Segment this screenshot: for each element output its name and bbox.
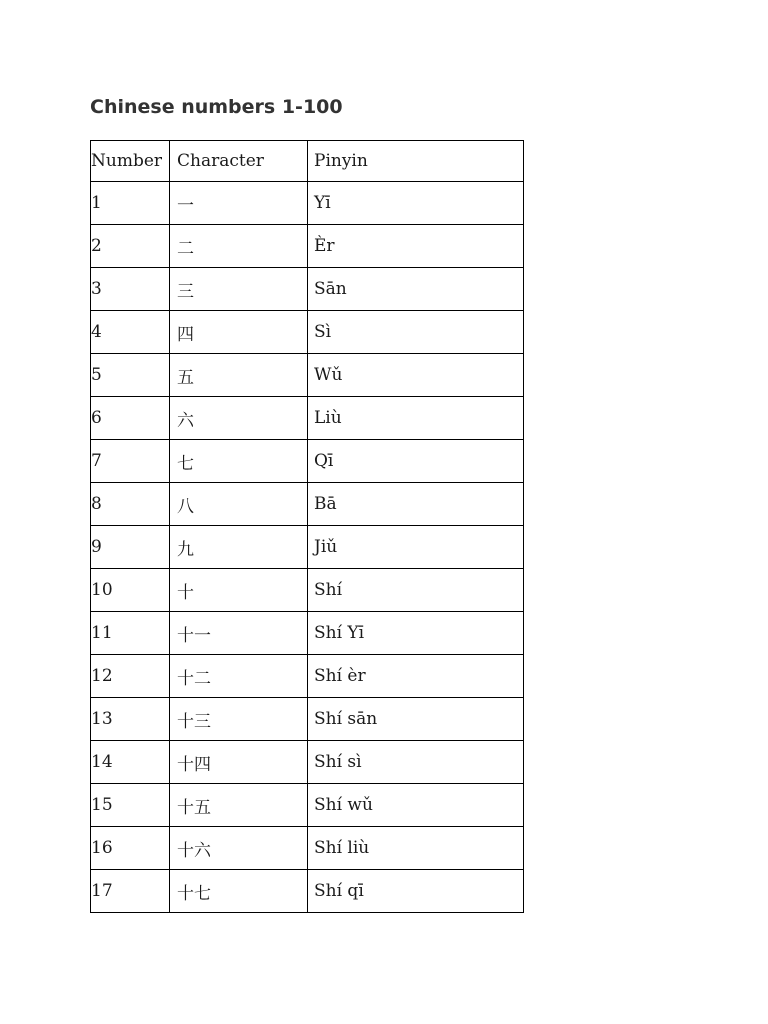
cell-pinyin: Shí qī [308, 870, 524, 913]
cell-pinyin: Liù [308, 397, 524, 440]
cell-number: 9 [91, 526, 170, 569]
chinese-numbers-table [90, 140, 524, 913]
table-row [91, 741, 524, 784]
cell-number: 8 [91, 483, 170, 526]
cell-character: 七 [170, 440, 308, 483]
cell-number: 7 [91, 440, 170, 483]
table-row [91, 225, 524, 268]
table-row [91, 182, 524, 225]
cell-character: 四 [170, 311, 308, 354]
table-row [91, 655, 524, 698]
cell-pinyin: Shí [308, 569, 524, 612]
table-body [91, 182, 524, 913]
cell-pinyin: Wǔ [308, 354, 524, 397]
cell-character: 五 [170, 354, 308, 397]
table-row [91, 483, 524, 526]
cell-number: 4 [91, 311, 170, 354]
table-row [91, 354, 524, 397]
cell-pinyin: Shí sān [308, 698, 524, 741]
cell-character: 十二 [170, 655, 308, 698]
cell-character: 三 [170, 268, 308, 311]
cell-number: 13 [91, 698, 170, 741]
cell-pinyin: Qī [308, 440, 524, 483]
table-row [91, 569, 524, 612]
cell-pinyin: Jiǔ [308, 526, 524, 569]
cell-pinyin: Shí wǔ [308, 784, 524, 827]
table-row [91, 311, 524, 354]
cell-pinyin: Èr [308, 225, 524, 268]
cell-character: 十三 [170, 698, 308, 741]
cell-number: 3 [91, 268, 170, 311]
cell-character: 二 [170, 225, 308, 268]
cell-pinyin: Shí èr [308, 655, 524, 698]
cell-number: 1 [91, 182, 170, 225]
cell-pinyin: Bā [308, 483, 524, 526]
cell-number: 11 [91, 612, 170, 655]
cell-character: 十四 [170, 741, 308, 784]
cell-character: 十一 [170, 612, 308, 655]
table-row [91, 526, 524, 569]
table-row [91, 612, 524, 655]
cell-character: 十六 [170, 827, 308, 870]
header-pinyin: Pinyin [308, 141, 524, 182]
cell-character: 八 [170, 483, 308, 526]
cell-number: 5 [91, 354, 170, 397]
table-row [91, 268, 524, 311]
cell-pinyin: Shí liù [308, 827, 524, 870]
cell-character: 九 [170, 526, 308, 569]
table-row [91, 397, 524, 440]
cell-number: 10 [91, 569, 170, 612]
cell-character: 十 [170, 569, 308, 612]
table-row [91, 870, 524, 913]
table-header [91, 141, 524, 182]
cell-number: 15 [91, 784, 170, 827]
cell-pinyin: Sān [308, 268, 524, 311]
cell-number: 16 [91, 827, 170, 870]
cell-character: 一 [170, 182, 308, 225]
cell-pinyin: Shí sì [308, 741, 524, 784]
cell-number: 6 [91, 397, 170, 440]
table-row [91, 827, 524, 870]
header-number: Number [91, 141, 170, 182]
cell-character: 十五 [170, 784, 308, 827]
table-row [91, 698, 524, 741]
cell-character: 十七 [170, 870, 308, 913]
cell-number: 17 [91, 870, 170, 913]
cell-number: 2 [91, 225, 170, 268]
cell-character: 六 [170, 397, 308, 440]
header-character: Character [170, 141, 308, 182]
table-row [91, 784, 524, 827]
cell-pinyin: Yī [308, 182, 524, 225]
cell-pinyin: Shí Yī [308, 612, 524, 655]
page-title: Chinese numbers 1-100 [90, 96, 343, 118]
cell-number: 12 [91, 655, 170, 698]
cell-number: 14 [91, 741, 170, 784]
table-row [91, 440, 524, 483]
cell-pinyin: Sì [308, 311, 524, 354]
header-row [91, 141, 524, 182]
